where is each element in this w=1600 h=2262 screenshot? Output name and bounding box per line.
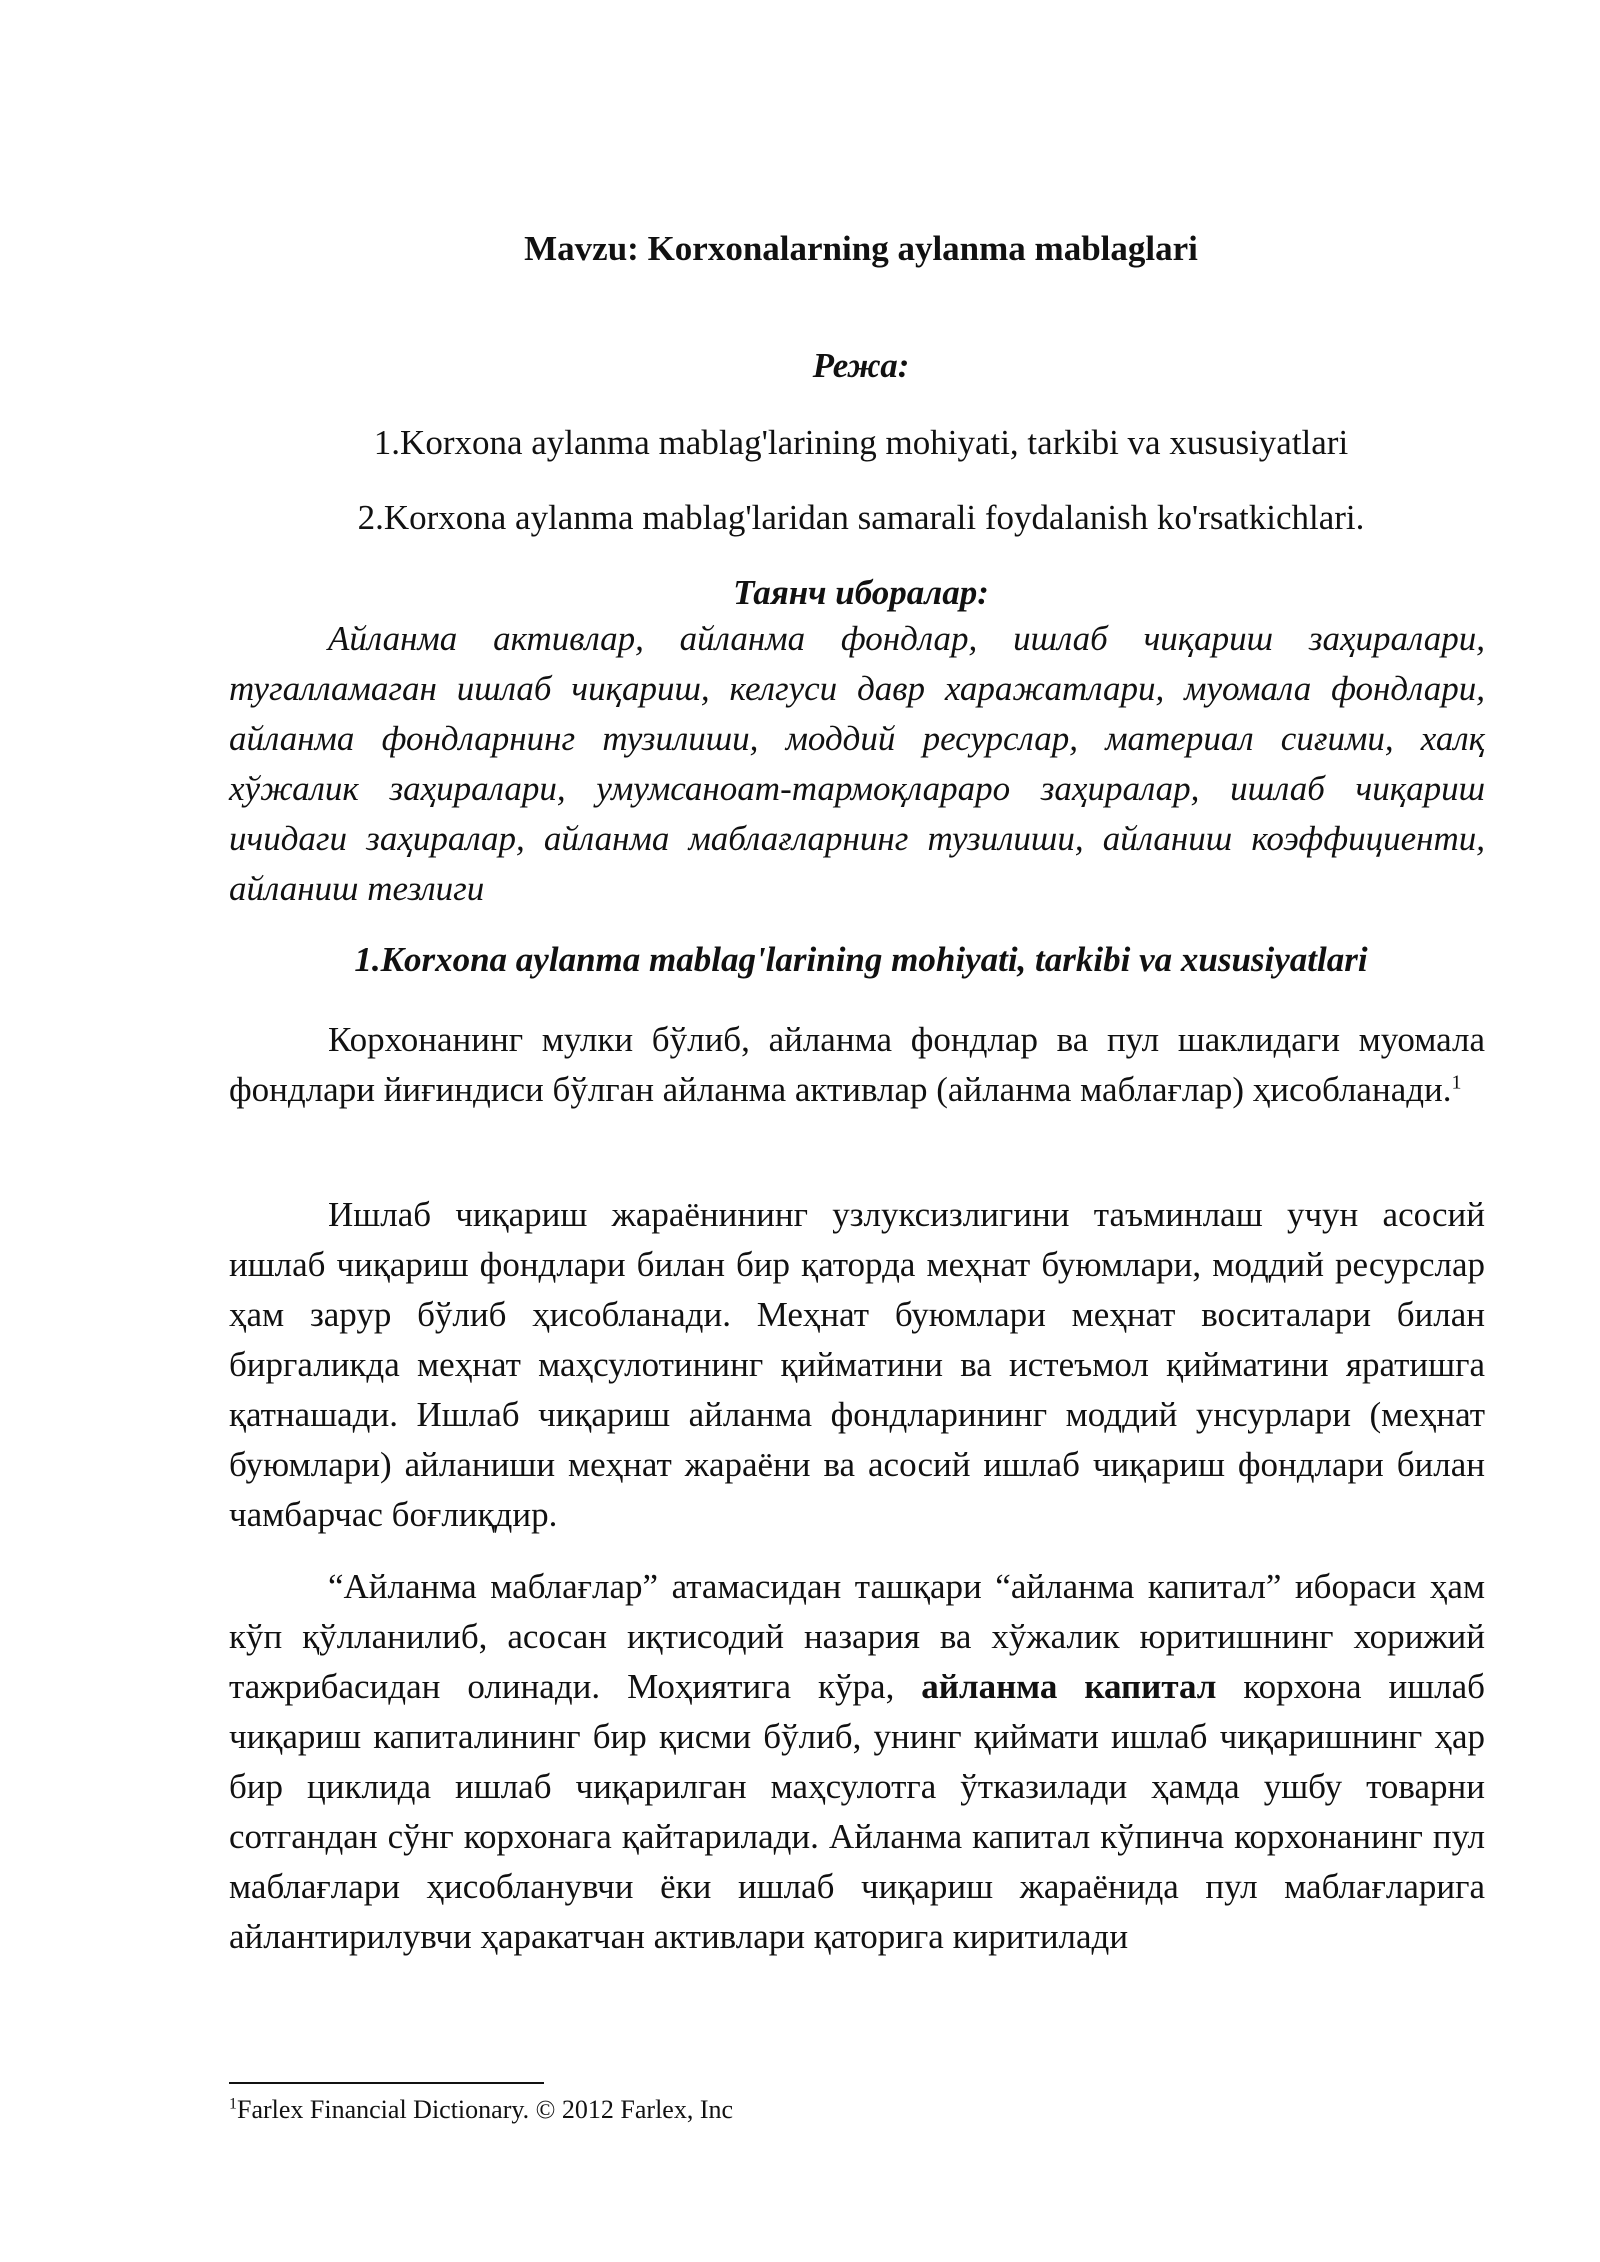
plan-heading: Режа: bbox=[812, 346, 910, 385]
footnote-text: Farlex Financial Dictionary. © 2012 Farlex, Inc bbox=[237, 2095, 734, 2124]
bold-term: айланма капитал bbox=[921, 1667, 1217, 1706]
paragraph-3-text-start: “Айланма маблағлар” атамасидан ташқари “айланма капитал” ибораси ҳам кўп қўлланилиб, асосан иқтисодий назария ва хўжалик юритишнинг хорижий тажрибасидан олинади. Моҳиятига кўра, bbox=[229, 1567, 1485, 1706]
keywords-heading: Таянч иборалар: bbox=[733, 573, 989, 612]
paragraph-2: Ишлаб чиқариш жараёнининг узлуксизлигини таъминлаш учун асосий ишлаб чиқариш фондлари билан бир қаторда меҳнат буюмлари, моддий ресурслар ҳам зарур бўлиб ҳисобланади. Меҳнат буюмлари меҳнат воситалари билан биргаликда меҳнат маҳсулотининг қийматини ва истеъмол қийматини яратишга қатнашади. Ишлаб чиқариш айланма фондларининг моддий унсурлари (меҳнат буюмлари) айланиши меҳнат жараёни ва асосий ишлаб чиқариш фондлари билан чамбарчас боғлиқдир. bbox=[229, 1195, 1485, 1534]
paragraph-1-text: Корхонанинг мулки бўлиб, айланма фондлар ва пул шаклидаги муомала фондлари йиғиндиси бўлган айланма активлар (айланма маблағлар) ҳисобланади. bbox=[229, 1020, 1485, 1109]
paragraph-1 bbox=[229, 1015, 1485, 1115]
footnote-reference[interactable]: 1 bbox=[1451, 1071, 1462, 1094]
footnote bbox=[229, 2093, 1485, 2127]
keywords-text: Айланма активлар, айланма фондлар, ишлаб чиқариш заҳиралари, тугалламаган ишлаб чиқариш, келгуси давр харажатлари, муомала фондлари, айланма фондларнинг тузилиши, моддий ресурслар, материал сиғими, халқ хўжалик заҳиралари, умумсаноат-тармоқлараро заҳиралар, ишлаб чиқариш ичидаги заҳиралар, айланма маблағларнинг тузилиши, айланиш коэффициенти, айланиш тезлиги bbox=[229, 619, 1485, 908]
footnote-number: 1 bbox=[229, 2095, 237, 2113]
paragraph-3 bbox=[229, 1562, 1485, 1962]
plan-item: 2.Korxona aylanma mablag'laridan samarali foydalanish ko'rsatkichlari. bbox=[357, 498, 1365, 537]
section-heading: 1.Korxona aylanma mablag'larining mohiyati, tarkibi va xususiyatlari bbox=[354, 940, 1368, 979]
document-title: Mavzu: Korxonalarning aylanma mablaglari bbox=[524, 229, 1198, 268]
footnote-separator bbox=[229, 2082, 544, 2084]
plan-item: 1.Korxona aylanma mablag'larining mohiyati, tarkibi va xususiyatlari bbox=[373, 423, 1349, 462]
paragraph-3-text-end: корхона ишлаб чиқариш капиталининг бир қисми бўлиб, унинг қиймати ишлаб чиқаришнинг ҳар бир циклида ишлаб чиқарилган маҳсулотга ўтказилади ҳамда ушбу товарни сотгандан сўнг корхонага қайтарилади. Айланма капитал кўпинча корхонанинг пул маблағлари ҳисобланувчи ёки ишлаб чиқариш жараёнида пул маблағларига айлантирилувчи ҳаракатчан активлари қаторига киритилади bbox=[229, 1667, 1485, 1956]
